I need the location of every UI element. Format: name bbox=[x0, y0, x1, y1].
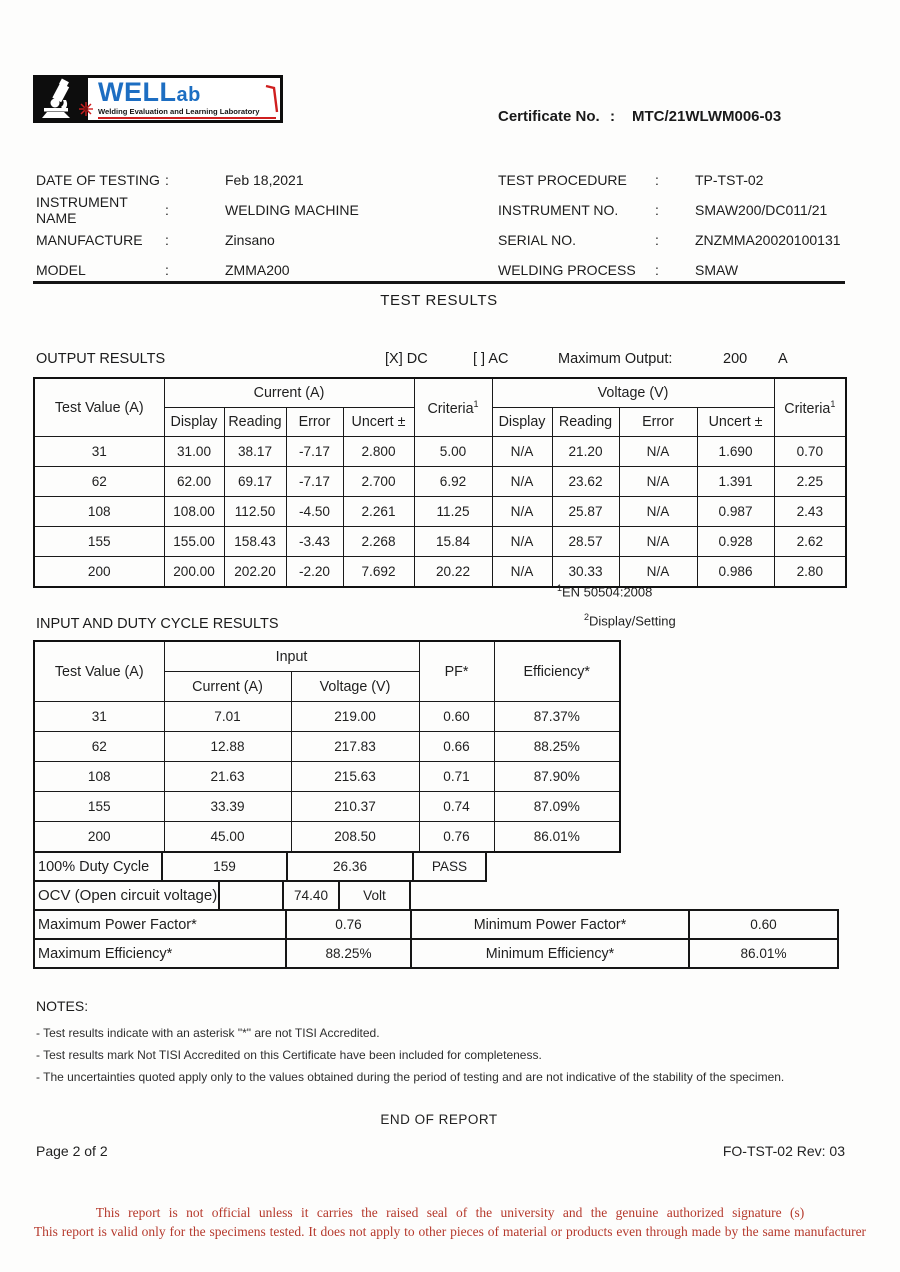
note-item: - Test results mark Not TISI Accredited on this Certificate have been included for completeness. bbox=[36, 1048, 542, 1062]
cell: 62 bbox=[34, 467, 164, 497]
cell: 38.17 bbox=[224, 437, 286, 467]
header-row bbox=[34, 641, 620, 672]
info-value: ZMMA200 bbox=[225, 262, 290, 278]
col-uncert: Uncert ± bbox=[343, 408, 414, 437]
laser-spark-icon bbox=[79, 102, 93, 116]
cell: 30.33 bbox=[552, 557, 619, 588]
info-row bbox=[498, 165, 888, 195]
cell: 200 bbox=[34, 822, 164, 853]
max-output-unit: A bbox=[778, 351, 788, 367]
col-criteria bbox=[774, 378, 846, 437]
info-value: WELDING MACHINE bbox=[225, 202, 359, 218]
summary-row bbox=[33, 909, 845, 940]
brand-text bbox=[98, 79, 276, 106]
cell: 11.25 bbox=[414, 497, 492, 527]
cell: N/A bbox=[492, 497, 552, 527]
certificate-no-value: MTC/21WLWM006-03 bbox=[632, 108, 782, 125]
ocv-empty-cell bbox=[218, 880, 284, 911]
cell: 2.43 bbox=[774, 497, 846, 527]
col-group-input: Input bbox=[164, 641, 419, 672]
cell: 215.63 bbox=[291, 762, 419, 792]
footnote-1 bbox=[557, 583, 652, 599]
cell: 217.83 bbox=[291, 732, 419, 762]
cell: 1.391 bbox=[697, 467, 774, 497]
ocv-label: OCV (Open circuit voltage) bbox=[33, 880, 220, 911]
cell: 62.00 bbox=[164, 467, 224, 497]
col-group-current: Current (A) bbox=[164, 378, 414, 408]
colon: : bbox=[610, 108, 615, 125]
duty-current-cell: 159 bbox=[161, 851, 288, 882]
col-error: Error bbox=[619, 408, 697, 437]
cell: 155 bbox=[34, 792, 164, 822]
header-row bbox=[34, 378, 846, 408]
colon: : bbox=[655, 262, 659, 278]
table-row bbox=[34, 557, 846, 588]
cell: N/A bbox=[619, 467, 697, 497]
cell: 86.01% bbox=[494, 822, 620, 853]
cell: 202.20 bbox=[224, 557, 286, 588]
cell: 0.60 bbox=[419, 702, 494, 732]
info-row bbox=[498, 225, 888, 255]
cell: 1.690 bbox=[697, 437, 774, 467]
footnote-text: Display/Setting bbox=[589, 613, 676, 629]
info-label: MODEL bbox=[36, 262, 86, 278]
cell: -2.20 bbox=[286, 557, 343, 588]
cell: 87.37% bbox=[494, 702, 620, 732]
cell: N/A bbox=[619, 527, 697, 557]
cell: 0.986 bbox=[697, 557, 774, 588]
col-display: Display bbox=[492, 408, 552, 437]
cell: 158.43 bbox=[224, 527, 286, 557]
footnote-ref: 1 bbox=[557, 583, 563, 593]
cell: N/A bbox=[492, 557, 552, 588]
ocv-value-cell: 74.40 bbox=[282, 880, 340, 911]
ocv-row bbox=[33, 880, 845, 911]
cell: 0.928 bbox=[697, 527, 774, 557]
info-label: SERIAL NO. bbox=[498, 232, 577, 248]
ocv-unit-cell: Volt bbox=[338, 880, 411, 911]
info-label: INSTRUMENT NO. bbox=[498, 202, 619, 218]
col-test-value: Test Value (A) bbox=[34, 378, 164, 437]
info-value: SMAW bbox=[695, 262, 739, 278]
cell: 5.00 bbox=[414, 437, 492, 467]
table-row bbox=[34, 762, 620, 792]
info-row bbox=[36, 225, 476, 255]
col-error: Error bbox=[286, 408, 343, 437]
info-label: DATE OF TESTING bbox=[36, 172, 160, 188]
summary-value-left: 88.25% bbox=[285, 938, 412, 969]
cell: 2.800 bbox=[343, 437, 414, 467]
cell: N/A bbox=[619, 497, 697, 527]
info-value: SMAW200/DC011/21 bbox=[695, 202, 828, 218]
col-test-value: Test Value (A) bbox=[34, 641, 164, 702]
cell: 0.70 bbox=[774, 437, 846, 467]
col-display: Display bbox=[164, 408, 224, 437]
col-efficiency: Efficiency* bbox=[494, 641, 620, 702]
cell: 2.80 bbox=[774, 557, 846, 588]
table-row bbox=[34, 822, 620, 853]
table-row bbox=[34, 527, 846, 557]
output-results-line bbox=[33, 351, 845, 371]
input-duty-heading: INPUT AND DUTY CYCLE RESULTS bbox=[36, 616, 279, 632]
cell: 155.00 bbox=[164, 527, 224, 557]
cell: 87.90% bbox=[494, 762, 620, 792]
col-pf: PF* bbox=[419, 641, 494, 702]
ac-checkbox: [ ] AC bbox=[473, 351, 509, 367]
colon: : bbox=[655, 172, 659, 188]
cell: 62 bbox=[34, 732, 164, 762]
brand-main: WELL bbox=[98, 77, 177, 107]
cell: 2.268 bbox=[343, 527, 414, 557]
cell: 88.25% bbox=[494, 732, 620, 762]
cell: 0.71 bbox=[419, 762, 494, 792]
cell: 25.87 bbox=[552, 497, 619, 527]
summary-value-left: 0.76 bbox=[285, 909, 412, 940]
cell: 108 bbox=[34, 762, 164, 792]
info-label: MANUFACTURE bbox=[36, 232, 143, 248]
info-column-right bbox=[498, 165, 888, 285]
cell: 0.66 bbox=[419, 732, 494, 762]
cell: 2.25 bbox=[774, 467, 846, 497]
criteria-label: Criteria bbox=[427, 400, 474, 417]
summary-label-right: Minimum Power Factor* bbox=[410, 909, 690, 940]
table-row bbox=[34, 792, 620, 822]
cell: N/A bbox=[492, 467, 552, 497]
cell: -7.17 bbox=[286, 467, 343, 497]
cell: 112.50 bbox=[224, 497, 286, 527]
cell: 2.62 bbox=[774, 527, 846, 557]
cell: -3.43 bbox=[286, 527, 343, 557]
disclaimer bbox=[0, 1205, 900, 1240]
criteria-label: Criteria bbox=[784, 400, 831, 417]
summary-value-right: 86.01% bbox=[688, 938, 839, 969]
cell: N/A bbox=[619, 437, 697, 467]
cell: 0.987 bbox=[697, 497, 774, 527]
cell: 108 bbox=[34, 497, 164, 527]
cell: 31.00 bbox=[164, 437, 224, 467]
colon: : bbox=[655, 202, 659, 218]
table-row bbox=[34, 437, 846, 467]
cell: 12.88 bbox=[164, 732, 291, 762]
cell: 23.62 bbox=[552, 467, 619, 497]
cell: 7.01 bbox=[164, 702, 291, 732]
dc-checkbox: [X] DC bbox=[385, 351, 428, 367]
criteria-footnote-ref: 1 bbox=[473, 398, 479, 409]
footnote-ref: 2 bbox=[584, 612, 590, 622]
duty-cycle-row bbox=[33, 851, 845, 882]
cell: 0.74 bbox=[419, 792, 494, 822]
note-item: - The uncertainties quoted apply only to the values obtained during the period of testing and are not indicative of the stability of the specimen. bbox=[36, 1070, 785, 1084]
colon: : bbox=[165, 262, 169, 278]
info-label: TEST PROCEDURE bbox=[498, 172, 627, 188]
summary-label-left: Maximum Efficiency* bbox=[33, 938, 287, 969]
cell: 208.50 bbox=[291, 822, 419, 853]
cell: 2.261 bbox=[343, 497, 414, 527]
cell: N/A bbox=[492, 437, 552, 467]
certificate-no-label: Certificate No. bbox=[498, 108, 600, 125]
input-results-table bbox=[33, 640, 621, 853]
table-row bbox=[34, 467, 846, 497]
criteria-footnote-ref: 1 bbox=[830, 398, 836, 409]
info-label: INSTRUMENT NAME bbox=[36, 194, 128, 226]
certificate-no bbox=[498, 108, 781, 125]
cell: N/A bbox=[619, 557, 697, 588]
colon: : bbox=[165, 232, 169, 248]
info-row bbox=[36, 165, 476, 195]
table-row bbox=[34, 702, 620, 732]
info-value: ZNZMMA20020100131 bbox=[695, 232, 841, 248]
cell: N/A bbox=[492, 527, 552, 557]
cell: 210.37 bbox=[291, 792, 419, 822]
cell: 200 bbox=[34, 557, 164, 588]
notes-list bbox=[36, 1022, 784, 1088]
cell: 87.09% bbox=[494, 792, 620, 822]
cell: 2.700 bbox=[343, 467, 414, 497]
output-results-table bbox=[33, 377, 847, 588]
form-number: FO-TST-02 Rev: 03 bbox=[722, 1143, 845, 1159]
cell: 155 bbox=[34, 527, 164, 557]
cell: 31 bbox=[34, 437, 164, 467]
page-number: Page 2 of 2 bbox=[36, 1143, 108, 1159]
output-results-label: OUTPUT RESULTS bbox=[36, 351, 166, 367]
duty-pf-cell: PASS bbox=[412, 851, 487, 882]
cell: 108.00 bbox=[164, 497, 224, 527]
summary-value-right: 0.60 bbox=[688, 909, 839, 940]
cell: 21.63 bbox=[164, 762, 291, 792]
cell: 0.76 bbox=[419, 822, 494, 853]
max-output-value: 200 bbox=[723, 351, 748, 367]
laser-beam-icon bbox=[265, 84, 279, 114]
summary-label-right: Minimum Efficiency* bbox=[410, 938, 690, 969]
duty-voltage-cell: 26.36 bbox=[286, 851, 414, 882]
col-voltage: Voltage (V) bbox=[291, 672, 419, 702]
colon: : bbox=[655, 232, 659, 248]
cell: 219.00 bbox=[291, 702, 419, 732]
info-value: TP-TST-02 bbox=[695, 172, 764, 188]
divider-rule bbox=[33, 281, 845, 284]
cell: 31 bbox=[34, 702, 164, 732]
input-duty-block bbox=[33, 640, 845, 969]
cell: 45.00 bbox=[164, 822, 291, 853]
cell: 33.39 bbox=[164, 792, 291, 822]
info-column-left bbox=[36, 165, 476, 285]
info-row bbox=[498, 195, 888, 225]
col-group-voltage: Voltage (V) bbox=[492, 378, 774, 408]
cell: 7.692 bbox=[343, 557, 414, 588]
col-reading: Reading bbox=[224, 408, 286, 437]
info-label: WELDING PROCESS bbox=[498, 262, 636, 278]
cell: 6.92 bbox=[414, 467, 492, 497]
cell: 28.57 bbox=[552, 527, 619, 557]
logo-tagline: Welding Evaluation and Learning Laboratory bbox=[98, 107, 276, 119]
info-value: Feb 18,2021 bbox=[225, 172, 304, 188]
colon: : bbox=[165, 202, 169, 218]
info-value: Zinsano bbox=[225, 232, 275, 248]
disclaimer-line-2: This report is valid only for the specimens tested. It does not apply to other pieces of material or products even through made by the same manufacturer bbox=[33, 1224, 867, 1239]
logo-text-area bbox=[88, 78, 280, 120]
col-uncert: Uncert ± bbox=[697, 408, 774, 437]
disclaimer-line-1: This report is not official unless it carries the raised seal of the university and the genuine authorized signature (s) bbox=[95, 1205, 805, 1220]
max-output-label: Maximum Output: bbox=[558, 351, 673, 367]
footnote-2 bbox=[584, 612, 676, 628]
cell: 20.22 bbox=[414, 557, 492, 588]
wellab-logo bbox=[33, 75, 283, 123]
test-results-heading: TEST RESULTS bbox=[380, 292, 498, 309]
cell: -7.17 bbox=[286, 437, 343, 467]
info-row bbox=[36, 195, 476, 225]
cell: 200.00 bbox=[164, 557, 224, 588]
notes-heading: NOTES: bbox=[36, 998, 89, 1014]
colon: : bbox=[165, 172, 169, 188]
summary-rows bbox=[33, 909, 845, 969]
cell: -4.50 bbox=[286, 497, 343, 527]
cell: 15.84 bbox=[414, 527, 492, 557]
table-row bbox=[34, 497, 846, 527]
col-criteria bbox=[414, 378, 492, 437]
col-reading: Reading bbox=[552, 408, 619, 437]
end-of-report: END OF REPORT bbox=[380, 1112, 498, 1127]
summary-label-left: Maximum Power Factor* bbox=[33, 909, 287, 940]
footnote-text: EN 50504:2008 bbox=[562, 584, 653, 600]
col-current: Current (A) bbox=[164, 672, 291, 702]
table-row bbox=[34, 732, 620, 762]
note-item: - Test results indicate with an asterisk "*" are not TISI Accredited. bbox=[36, 1026, 380, 1040]
brand-suffix: ab bbox=[176, 84, 201, 106]
cell: 21.20 bbox=[552, 437, 619, 467]
cell: 69.17 bbox=[224, 467, 286, 497]
duty-cycle-label: 100% Duty Cycle bbox=[33, 851, 163, 882]
summary-row bbox=[33, 938, 845, 969]
